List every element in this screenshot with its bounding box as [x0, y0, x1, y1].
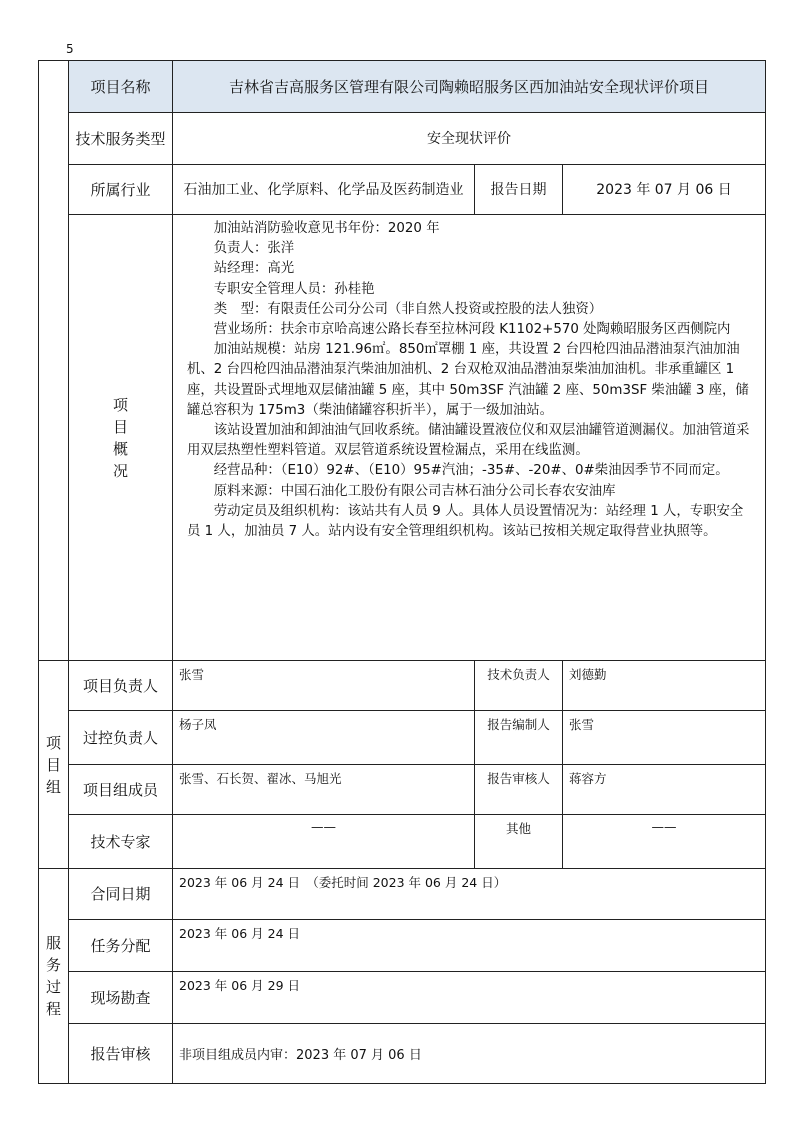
overview-paragraph: 经营品种：（E10）92#、（E10）95#汽油；-35#、-20#、0#柴油因季节不同而定。: [213, 463, 729, 479]
overview-label-text-char: 项: [112, 395, 128, 414]
team-row: [39, 711, 766, 765]
overview-label-text-char: 况: [112, 461, 128, 480]
team-label-text: [39, 732, 68, 798]
industry-label: 所属行业: [69, 165, 173, 215]
tech-leader-value: 刘德勤: [563, 661, 766, 711]
site-survey-value: 2023 年 06 月 29 日: [173, 972, 766, 1024]
process-row: [39, 920, 766, 972]
process-label-text-char: 过: [45, 978, 61, 996]
process-row: [39, 869, 766, 920]
project-leader-label: 项目负责人: [69, 661, 173, 711]
overview-side-cell: [39, 61, 69, 661]
report-compiler-value: 张雪: [563, 711, 766, 765]
service-type-row: [39, 113, 766, 165]
report-compiler-label: 报告编制人: [475, 711, 563, 765]
team-label-text-char: 项: [45, 733, 61, 752]
site-survey-label: 现场勘查: [69, 972, 173, 1024]
overview-paragraph: 原料来源：中国石油化工股份有限公司吉林石油分公司长春农安油库: [213, 483, 616, 499]
team-label-text-char: 目: [45, 755, 61, 774]
other-value: ——: [563, 815, 766, 869]
overview-label-text-char: 目: [112, 417, 128, 436]
overview-row: [39, 215, 766, 661]
team-members-value: 张雪、石长贺、翟冰、马旭光: [173, 765, 475, 815]
overview-paragraph: 加油站规模：站房 121.96㎡。850㎡罩棚 1 座，共设置 2 台四枪四油品潜油泵汽油加油机、2 台四枪四油品潜油泵汽柴油加油机、2 台双枪双油品潜油泵柴油加油机。非承重罐区 1 座，共设置卧式埋地双层储油罐 5 座，其中 50m3SF 汽油罐 2 座、50m3SF 柴油罐 3 座，储罐总容积为 175m3（柴油储罐容积折半），属于一级加油站。: [187, 342, 749, 418]
contract-date-value: 2023 年 06 月 24 日 （委托时间 2023 年 06 月 24 日）: [173, 869, 766, 920]
page-number: 5: [66, 42, 74, 56]
overview-paragraph: 负责人：张洋: [213, 241, 295, 257]
overview-paragraph: 站经理：高光: [213, 261, 295, 277]
service-type-value: 安全现状评价: [173, 113, 766, 165]
overview-paragraph: 加油站消防验收意见书年份：2020 年: [213, 221, 440, 236]
overview-paragraph: 该站设置加油和卸油油气回收系统。储油罐设置液位仪和双层油罐管道测漏仪。加油管道采用双层热塑性塑料管道。双层管道系统设置检漏点，采用在线监测。: [187, 423, 750, 459]
industry-value: 石油加工业、化学原料、化学品及医药制造业: [173, 165, 475, 215]
process-label-text-char: 服: [45, 934, 61, 952]
process-row: [39, 972, 766, 1024]
team-section-label: [39, 661, 69, 869]
industry-row: [39, 165, 766, 215]
overview-label-text-char: 概: [112, 439, 128, 458]
overview-paragraph: 劳动定员及组织机构：该站共有人员 9 人。具体人员设置情况为：站经理 1 人，专职安全员 1 人，加油员 7 人。站内设有安全管理组织机构。该站已按相关规定取得营业执照等。: [187, 503, 744, 540]
report-reviewer-value: 蒋容方: [563, 765, 766, 815]
tech-expert-value: ——: [173, 815, 475, 869]
process-label-text-char: 程: [45, 1000, 61, 1018]
project-name-value: 吉林省吉高服务区管理有限公司陶赖昭服务区西加油站安全现状评价项目: [173, 61, 766, 113]
project-leader-value: 张雪: [173, 661, 475, 711]
overview-section-label: [69, 215, 173, 661]
report-date-label: 报告日期: [475, 165, 563, 215]
process-section-label: [39, 869, 69, 1084]
process-control-leader-label: 过控负责人: [69, 711, 173, 765]
team-row: [39, 661, 766, 711]
team-members-label: 项目组成员: [69, 765, 173, 815]
tech-leader-label: 技术负责人: [475, 661, 563, 711]
report-reviewer-label: 报告审核人: [475, 765, 563, 815]
team-label-text-char: 组: [45, 777, 61, 796]
other-label: 其他: [475, 815, 563, 869]
project-name-label: 项目名称: [69, 61, 173, 113]
team-row: [39, 815, 766, 869]
overview-paragraph: 专职安全管理人员：孙桂艳: [213, 281, 375, 297]
overview-label-text: [69, 394, 172, 482]
project-info-table: [38, 60, 766, 1084]
overview-paragraph: 营业场所：扶余市京哈高速公路长春至拉林河段 K1102+570 处陶赖昭服务区西侧院内: [213, 322, 731, 338]
process-label-text-char: 务: [45, 956, 61, 974]
task-assignment-label: 任务分配: [69, 920, 173, 972]
process-label-text: [39, 932, 68, 1020]
task-assignment-value: 2023 年 06 月 24 日: [173, 920, 766, 972]
process-control-leader-value: 杨子凤: [173, 711, 475, 765]
team-row: [39, 765, 766, 815]
overview-content: [173, 215, 766, 661]
report-review-value: 非项目组成员内审：2023 年 07 月 06 日: [173, 1024, 766, 1084]
report-date-value: 2023 年 07 月 06 日: [563, 165, 766, 215]
report-review-label: 报告审核: [69, 1024, 173, 1084]
project-name-row: [39, 61, 766, 113]
process-row: [39, 1024, 766, 1084]
contract-date-label: 合同日期: [69, 869, 173, 920]
tech-expert-label: 技术专家: [69, 815, 173, 869]
service-type-label: 技术服务类型: [69, 113, 173, 165]
overview-paragraph: 类 型：有限责任公司分公司（非自然人投资或控股的法人独资）: [213, 301, 603, 317]
